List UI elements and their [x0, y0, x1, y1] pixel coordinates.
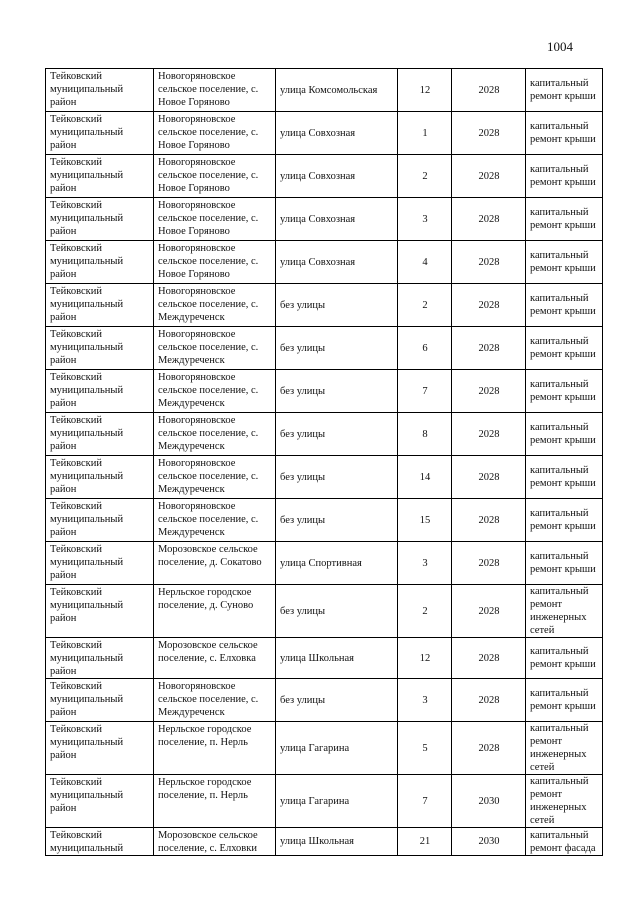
street-cell: улица Комсомольская — [276, 69, 398, 112]
district-cell: Тейковский муниципальный район — [46, 585, 154, 638]
house-number-cell: 12 — [398, 638, 452, 679]
house-number-cell: 14 — [398, 456, 452, 499]
table-row — [46, 499, 603, 542]
district-cell: Тейковский муниципальный район — [46, 198, 154, 241]
year-cell: 2028 — [452, 69, 526, 112]
table-row — [46, 722, 603, 775]
settlement-cell: Морозовское сельское поселение, с. Елховка — [154, 638, 276, 679]
work-type-cell: капитальный ремонт крыши — [526, 327, 603, 370]
work-type-cell: капитальный ремонт крыши — [526, 198, 603, 241]
house-number-cell: 3 — [398, 542, 452, 585]
page-number: 1004 — [547, 39, 573, 54]
street-cell: без улицы — [276, 585, 398, 638]
table-row — [46, 327, 603, 370]
table-row — [46, 370, 603, 413]
house-number-cell: 6 — [398, 327, 452, 370]
settlement-cell: Морозовское сельское поселение, с. Елховки — [154, 828, 276, 856]
year-cell: 2028 — [452, 241, 526, 284]
work-type-cell: капитальный ремонт крыши — [526, 112, 603, 155]
year-cell: 2028 — [452, 499, 526, 542]
table-row — [46, 241, 603, 284]
table-row — [46, 542, 603, 585]
street-cell: без улицы — [276, 499, 398, 542]
year-cell: 2028 — [452, 112, 526, 155]
year-cell: 2028 — [452, 284, 526, 327]
table-row — [46, 413, 603, 456]
year-cell: 2028 — [452, 679, 526, 722]
street-cell: без улицы — [276, 413, 398, 456]
year-cell: 2028 — [452, 542, 526, 585]
house-number-cell: 7 — [398, 370, 452, 413]
work-type-cell: капитальный ремонт крыши — [526, 542, 603, 585]
street-cell: без улицы — [276, 327, 398, 370]
work-type-cell: капитальный ремонт крыши — [526, 155, 603, 198]
district-cell: Тейковский муниципальный район — [46, 679, 154, 722]
street-cell: улица Школьная — [276, 638, 398, 679]
district-cell: Тейковский муниципальный район — [46, 284, 154, 327]
table-row — [46, 69, 603, 112]
settlement-cell: Новогоряновское сельское поселение, с. Междуреченск — [154, 327, 276, 370]
settlement-cell: Новогоряновское сельское поселение, с. Новое Горяново — [154, 155, 276, 198]
settlement-cell: Новогоряновское сельское поселение, с. Междуреченск — [154, 679, 276, 722]
work-type-cell: капитальный ремонт крыши — [526, 413, 603, 456]
district-cell: Тейковский муниципальный район — [46, 722, 154, 775]
settlement-cell: Нерльское городское поселение, п. Нерль — [154, 775, 276, 828]
house-number-cell: 15 — [398, 499, 452, 542]
settlement-cell: Новогоряновское сельское поселение, с. Междуреченск — [154, 413, 276, 456]
year-cell: 2030 — [452, 775, 526, 828]
street-cell: без улицы — [276, 370, 398, 413]
street-cell: улица Совхозная — [276, 112, 398, 155]
work-type-cell: капитальный ремонт крыши — [526, 679, 603, 722]
settlement-cell: Новогоряновское сельское поселение, с. Междуреченск — [154, 499, 276, 542]
table-row — [46, 112, 603, 155]
settlement-cell: Новогоряновское сельское поселение, с. Междуреченск — [154, 370, 276, 413]
table-row — [46, 284, 603, 327]
year-cell: 2028 — [452, 585, 526, 638]
house-number-cell: 2 — [398, 284, 452, 327]
street-cell: без улицы — [276, 284, 398, 327]
street-cell: улица Совхозная — [276, 198, 398, 241]
district-cell: Тейковский муниципальный район — [46, 542, 154, 585]
house-number-cell: 5 — [398, 722, 452, 775]
house-number-cell: 3 — [398, 679, 452, 722]
district-cell: Тейковский муниципальный район — [46, 327, 154, 370]
work-type-cell: капитальный ремонт инженерных сетей — [526, 585, 603, 638]
street-cell: улица Совхозная — [276, 241, 398, 284]
house-number-cell: 1 — [398, 112, 452, 155]
settlement-cell: Новогоряновское сельское поселение, с. Новое Горяново — [154, 198, 276, 241]
work-type-cell: капитальный ремонт крыши — [526, 284, 603, 327]
year-cell: 2028 — [452, 722, 526, 775]
table-row — [46, 456, 603, 499]
year-cell: 2030 — [452, 828, 526, 856]
year-cell: 2028 — [452, 370, 526, 413]
table-row — [46, 155, 603, 198]
district-cell: Тейковский муниципальный район — [46, 69, 154, 112]
year-cell: 2028 — [452, 327, 526, 370]
table-row — [46, 679, 603, 722]
street-cell: улица Совхозная — [276, 155, 398, 198]
work-type-cell: капитальный ремонт крыши — [526, 638, 603, 679]
house-number-cell: 2 — [398, 585, 452, 638]
settlement-cell: Новогоряновское сельское поселение, с. Новое Горяново — [154, 69, 276, 112]
work-type-cell: капитальный ремонт инженерных сетей — [526, 722, 603, 775]
table-row — [46, 198, 603, 241]
street-cell: улица Школьная — [276, 828, 398, 856]
settlement-cell: Морозовское сельское поселение, д. Сокатово — [154, 542, 276, 585]
work-type-cell: капитальный ремонт крыши — [526, 499, 603, 542]
district-cell: Тейковский муниципальный — [46, 828, 154, 856]
street-cell: без улицы — [276, 679, 398, 722]
district-cell: Тейковский муниципальный район — [46, 155, 154, 198]
settlement-cell: Новогоряновское сельское поселение, с. Новое Горяново — [154, 241, 276, 284]
house-number-cell: 2 — [398, 155, 452, 198]
table-row — [46, 638, 603, 679]
housing-repair-table — [45, 68, 603, 856]
house-number-cell: 8 — [398, 413, 452, 456]
work-type-cell: капитальный ремонт крыши — [526, 370, 603, 413]
house-number-cell: 12 — [398, 69, 452, 112]
year-cell: 2028 — [452, 155, 526, 198]
street-cell: без улицы — [276, 456, 398, 499]
year-cell: 2028 — [452, 198, 526, 241]
table-row — [46, 775, 603, 828]
year-cell: 2028 — [452, 413, 526, 456]
house-number-cell: 4 — [398, 241, 452, 284]
house-number-cell: 21 — [398, 828, 452, 856]
street-cell: улица Гагарина — [276, 722, 398, 775]
work-type-cell: капитальный ремонт инженерных сетей — [526, 775, 603, 828]
house-number-cell: 7 — [398, 775, 452, 828]
table-row — [46, 828, 603, 856]
street-cell: улица Спортивная — [276, 542, 398, 585]
house-number-cell: 3 — [398, 198, 452, 241]
district-cell: Тейковский муниципальный район — [46, 112, 154, 155]
year-cell: 2028 — [452, 456, 526, 499]
settlement-cell: Новогоряновское сельское поселение, с. Междуреченск — [154, 284, 276, 327]
street-cell: улица Гагарина — [276, 775, 398, 828]
settlement-cell: Новогоряновское сельское поселение, с. Междуреченск — [154, 456, 276, 499]
work-type-cell: капитальный ремонт крыши — [526, 69, 603, 112]
work-type-cell: капитальный ремонт крыши — [526, 241, 603, 284]
year-cell: 2028 — [452, 638, 526, 679]
work-type-cell: капитальный ремонт фасада — [526, 828, 603, 856]
district-cell: Тейковский муниципальный район — [46, 413, 154, 456]
district-cell: Тейковский муниципальный район — [46, 499, 154, 542]
district-cell: Тейковский муниципальный район — [46, 370, 154, 413]
settlement-cell: Нерльское городское поселение, п. Нерль — [154, 722, 276, 775]
district-cell: Тейковский муниципальный район — [46, 241, 154, 284]
settlement-cell: Новогоряновское сельское поселение, с. Новое Горяново — [154, 112, 276, 155]
district-cell: Тейковский муниципальный район — [46, 775, 154, 828]
district-cell: Тейковский муниципальный район — [46, 456, 154, 499]
settlement-cell: Нерльское городское поселение, д. Суново — [154, 585, 276, 638]
work-type-cell: капитальный ремонт крыши — [526, 456, 603, 499]
district-cell: Тейковский муниципальный район — [46, 638, 154, 679]
table-row — [46, 585, 603, 638]
table-body — [46, 69, 603, 856]
